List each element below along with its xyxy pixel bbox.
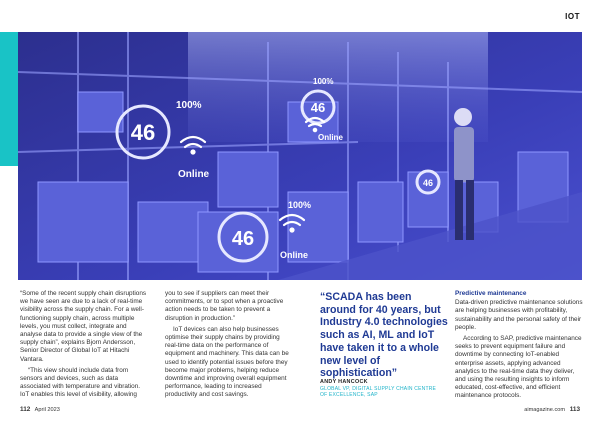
paragraph: IoT devices can also help businesses optimise their supply chains by providing real-time data on the performance of equipment and machinery. This data can be used to identify potential issues before they become major problems, helping reduce downtime and improving overall equipment performance, leading to increased productivity and cost savings. (165, 325, 289, 399)
section-heading: Predictive maintenance (455, 290, 527, 297)
reading-1: 46 (130, 120, 156, 145)
pull-quote: “SCADA has been around for 40 years, but Industry 4.0 technologies such as AI, ML and IoT have taken it to a whole new level of sophistication” (320, 291, 448, 380)
quote-author-role: GLOBAL VP, DIGITAL SUPPLY CHAIN CENTRE OF EXCELLENCE, SAP (320, 386, 437, 399)
warehouse-illustration (18, 32, 582, 280)
article-column-4 (455, 290, 583, 403)
issue-date: April 2023 (34, 407, 60, 413)
paragraph: “Some of the recent supply chain disruptions we have seen are due to a lack of real-time visibility across the supply chain. For a well-functioning supply chain, across multiple levels, you must collect, integrate and analyse data to provide a single view of the supply chain”, explains Bjorn Andersson, Senior Director of Global IoT at Hitachi Vantara. (20, 290, 147, 363)
quote-author: ANDY HANCOCK (320, 379, 368, 385)
paragraph: According to SAP, predictive maintenance seeks to prevent equipment failure and downtime by connecting IoT-enabled enterprise assets, applying advanced analytics to the real-time data they deliver, and using the resulting insights to inform educated, cost-effective, and efficient maintenance protocols. (455, 334, 582, 400)
site-name: aimagazine.com (524, 407, 566, 413)
online-3: Online (280, 250, 309, 260)
online-1: Online (178, 169, 210, 180)
paragraph: you to see if suppliers can meet their commitments, or to spot when a proactive action needs to be taken to prevent a disruption in production.” (165, 290, 284, 322)
article-column-1 (20, 290, 148, 402)
hero-image (18, 32, 582, 280)
percent-1: 100% (176, 100, 202, 111)
footer-right (524, 406, 580, 413)
reading-2: 46 (310, 100, 326, 115)
article-column-2 (165, 290, 293, 402)
online-2: Online (318, 133, 343, 142)
footer-left (20, 406, 60, 413)
paragraph: Data-driven predictive maintenance solutions are helping businesses with profitability, sustainability and the personal safety of their people. (455, 299, 583, 331)
section-tag: IOT (565, 12, 580, 21)
page-number: 112 (20, 406, 31, 413)
reading-4: 46 (422, 178, 434, 188)
page-number: 113 (569, 406, 580, 413)
percent-3: 100% (288, 200, 312, 210)
accent-bar (0, 32, 18, 166)
percent-2: 100% (313, 77, 334, 86)
paragraph: “This view should include data from sensors and devices, such as data associated with temperature and vibration. IoT enables this level of visibility, allowing (20, 366, 141, 399)
reading-3: 46 (231, 228, 255, 250)
